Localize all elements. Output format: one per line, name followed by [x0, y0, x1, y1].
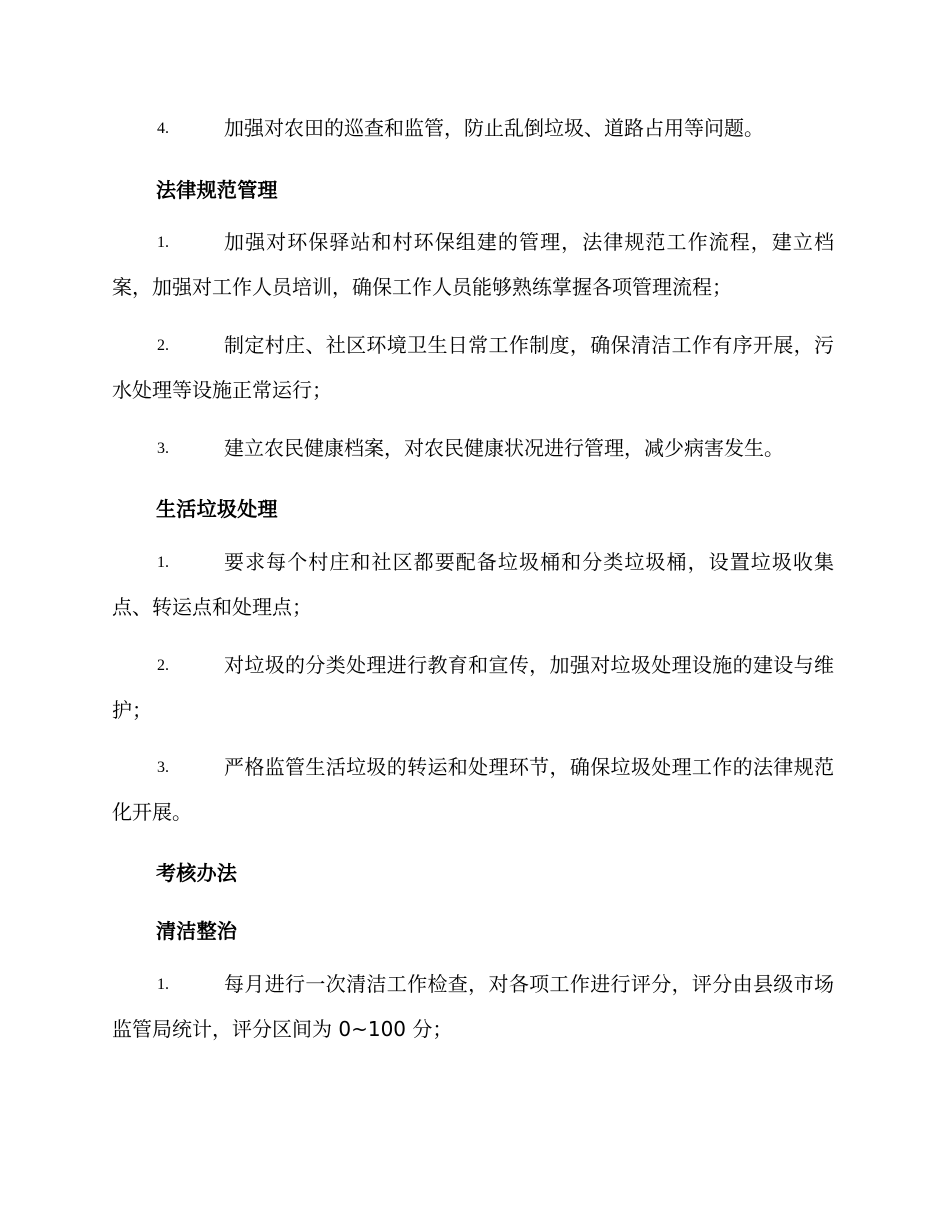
item-number: 1. — [157, 976, 169, 993]
section-heading: 清洁整治 — [156, 919, 238, 943]
item-number: 2. — [157, 337, 169, 354]
item-text: 加强对环保驿站和村环保组建的管理，法律规范工作流程，建立档案，加强对工作人员培训，确保工作人员能够熟练掌握各项管理流程； — [112, 230, 834, 299]
item-text: 要求每个村庄和社区都要配备垃圾桶和分类垃圾桶，设置垃圾收集点、转运点和处理点； — [112, 550, 834, 619]
section-heading: 法律规范管理 — [156, 178, 278, 202]
item-number: 3. — [157, 440, 169, 457]
item-number: 2. — [157, 657, 169, 674]
section-heading: 生活垃圾处理 — [156, 497, 278, 521]
item-number: 1. — [157, 234, 169, 251]
list-item — [112, 323, 834, 413]
item-number: 4. — [157, 120, 169, 137]
list-item — [112, 643, 834, 733]
item-text: 严格监管生活垃圾的转运和处理环节，确保垃圾处理工作的法律规范化开展。 — [112, 755, 834, 824]
item-number: 1. — [157, 554, 169, 571]
list-item — [112, 962, 834, 1052]
list-item — [112, 106, 834, 151]
section-heading: 考核办法 — [156, 861, 238, 885]
list-item — [112, 540, 834, 630]
item-text: 对垃圾的分类处理进行教育和宣传，加强对垃圾处理设施的建设与维护； — [112, 653, 834, 722]
list-item — [112, 745, 834, 835]
item-text: 每月进行一次清洁工作检查，对各项工作进行评分，评分由县级市场监管局统计，评分区间为 0~100 分； — [112, 972, 834, 1041]
item-text: 制定村庄、社区环境卫生日常工作制度，确保清洁工作有序开展，污水处理等设施正常运行； — [112, 333, 834, 402]
item-text: 建立农民健康档案，对农民健康状况进行管理，减少病害发生。 — [224, 436, 784, 460]
list-item — [112, 426, 834, 471]
item-number: 3. — [157, 759, 169, 776]
list-item — [112, 220, 834, 310]
item-text: 加强对农田的巡查和监管，防止乱倒垃圾、道路占用等问题。 — [224, 116, 764, 140]
